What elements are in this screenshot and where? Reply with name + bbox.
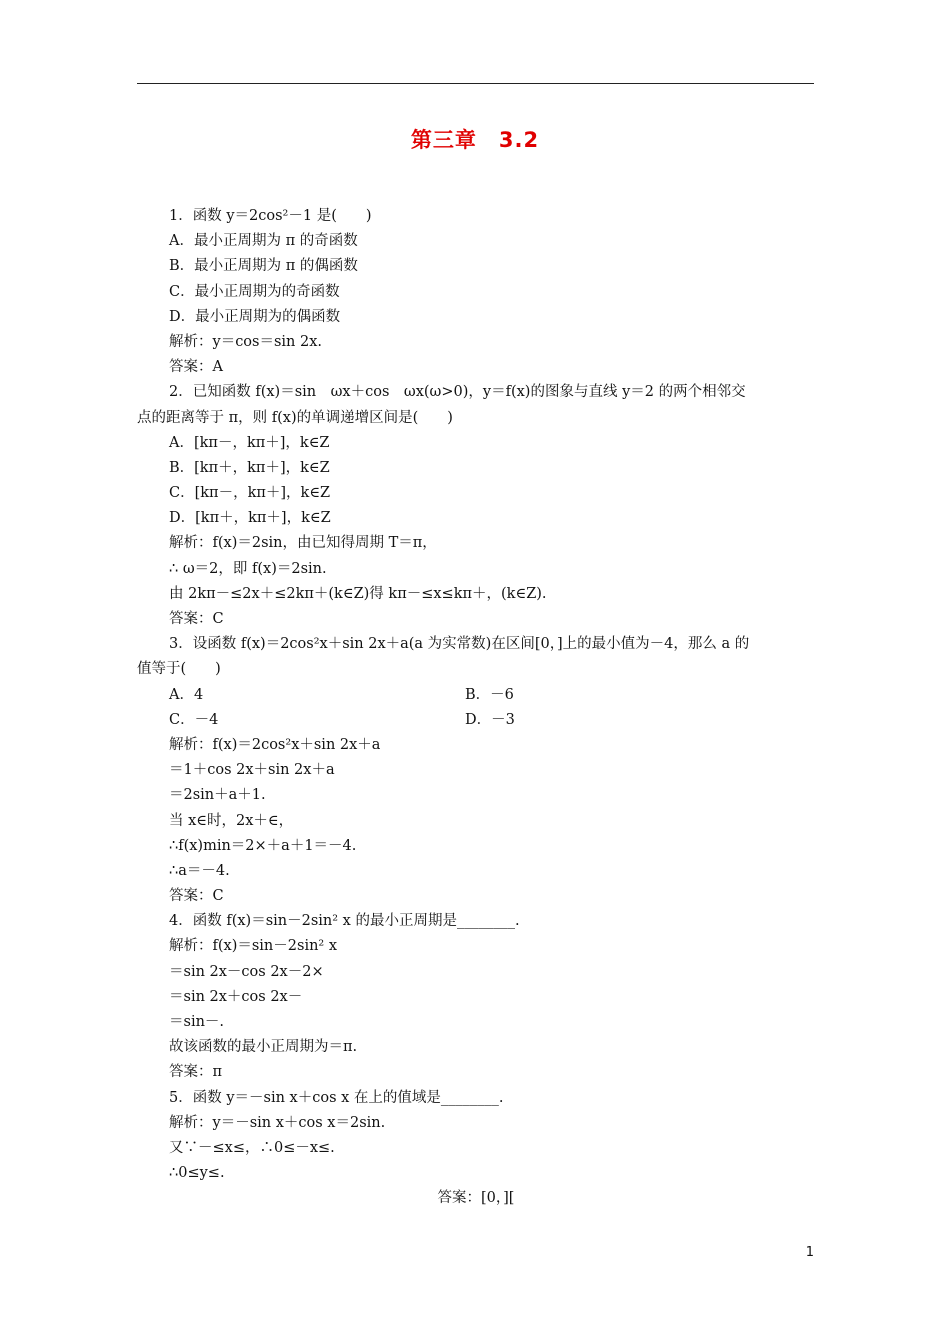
option-d: D．－3 bbox=[465, 711, 515, 728]
page-number: 1 bbox=[805, 1245, 814, 1260]
text-line: 1．函数 y＝2cos²－1 是( ) bbox=[169, 208, 372, 224]
text-line: 答案：A bbox=[169, 359, 223, 376]
text-line: A．最小正周期为 π 的奇函数 bbox=[169, 233, 358, 250]
text-line: 解析：y＝cos＝sin 2x. bbox=[169, 333, 323, 350]
text-line: 答案：C bbox=[169, 611, 224, 627]
text-line: 3．设函数 f(x)＝2cos²x＋sin 2x＋a(a 为实常数)在区间[0，]上的最小值为－4，那么 a 的 bbox=[169, 636, 750, 653]
text-line: A．[kπ－，kπ＋]，k∈Z bbox=[169, 434, 330, 451]
text-line: 当 x∈时，2x＋∈， bbox=[169, 812, 294, 829]
header-rule bbox=[137, 83, 814, 84]
text-line: ＝1＋cos 2x＋sin 2x＋a bbox=[169, 762, 335, 779]
option-c: C．－4 bbox=[169, 711, 219, 728]
text-line: C．最小正周期为的奇函数 bbox=[169, 283, 340, 300]
text-line: 解析：f(x)＝sin－2sin² x bbox=[169, 938, 338, 955]
text-line: D．[kπ＋，kπ＋]，k∈Z bbox=[169, 510, 331, 527]
text-line: 又∵－≤x≤，∴0≤－x≤. bbox=[169, 1139, 335, 1156]
option-b: B．－6 bbox=[465, 686, 514, 703]
text-line: 故该函数的最小正周期为＝π. bbox=[169, 1039, 358, 1056]
text-line: ＝sin－. bbox=[169, 1014, 225, 1030]
text-line: 2．已知函数 f(x)＝sin ωx＋cos ωx(ω>0)，y＝f(x)的图象与直线 y＝2 的两个相邻交 bbox=[169, 384, 746, 401]
text-line: ∴ ω＝2，即 f(x)＝2sin. bbox=[169, 560, 327, 577]
text-line: 由 2kπ－≤2x＋≤2kπ＋(k∈Z)得 kπ－≤x≤kπ＋，(k∈Z). bbox=[169, 585, 547, 602]
text-line: ∴f(x)min＝2×＋a＋1＝－4. bbox=[169, 837, 357, 854]
text-line: C．[kπ－，kπ＋]，k∈Z bbox=[169, 485, 331, 502]
text-line: 5．函数 y＝－sin x＋cos x 在上的值域是________. bbox=[169, 1089, 504, 1106]
text-line: 值等于( ) bbox=[137, 661, 221, 678]
text-line: D．最小正周期为的偶函数 bbox=[169, 308, 341, 325]
option-a: A．4 bbox=[169, 686, 204, 703]
final-answer: 答案：[0，][ bbox=[437, 1190, 515, 1207]
text-line: 答案：π bbox=[169, 1064, 223, 1081]
text-line: ＝sin 2x＋cos 2x－ bbox=[169, 988, 303, 1005]
text-line: 点的距离等于 π，则 f(x)的单调递增区间是( ) bbox=[137, 409, 453, 426]
page-title: 第三章 3.2 bbox=[410, 128, 540, 152]
text-line: ＝2sin＋a＋1. bbox=[169, 787, 266, 804]
text-line: 答案：C bbox=[169, 888, 224, 905]
text-line: B．最小正周期为 π 的偶函数 bbox=[169, 258, 358, 275]
text-line: 解析：f(x)＝2cos²x＋sin 2x＋a bbox=[169, 736, 381, 753]
text-line: ∴0≤y≤. bbox=[169, 1165, 225, 1182]
text-line: ＝sin 2x－cos 2x－2× bbox=[169, 963, 324, 980]
text-line: 解析：y＝－sin x＋cos x＝2sin. bbox=[169, 1114, 386, 1131]
document-body bbox=[137, 204, 815, 1212]
option-row bbox=[137, 708, 815, 733]
option-row bbox=[137, 683, 815, 708]
text-line: 解析：f(x)＝2sin，由已知得周期 T＝π， bbox=[169, 535, 437, 552]
text-line: ∴a＝－4. bbox=[169, 862, 230, 879]
text-line: 4．函数 f(x)＝sin－2sin² x 的最小正周期是________. bbox=[169, 913, 520, 930]
text-line: B．[kπ＋，kπ＋]，k∈Z bbox=[169, 459, 330, 476]
